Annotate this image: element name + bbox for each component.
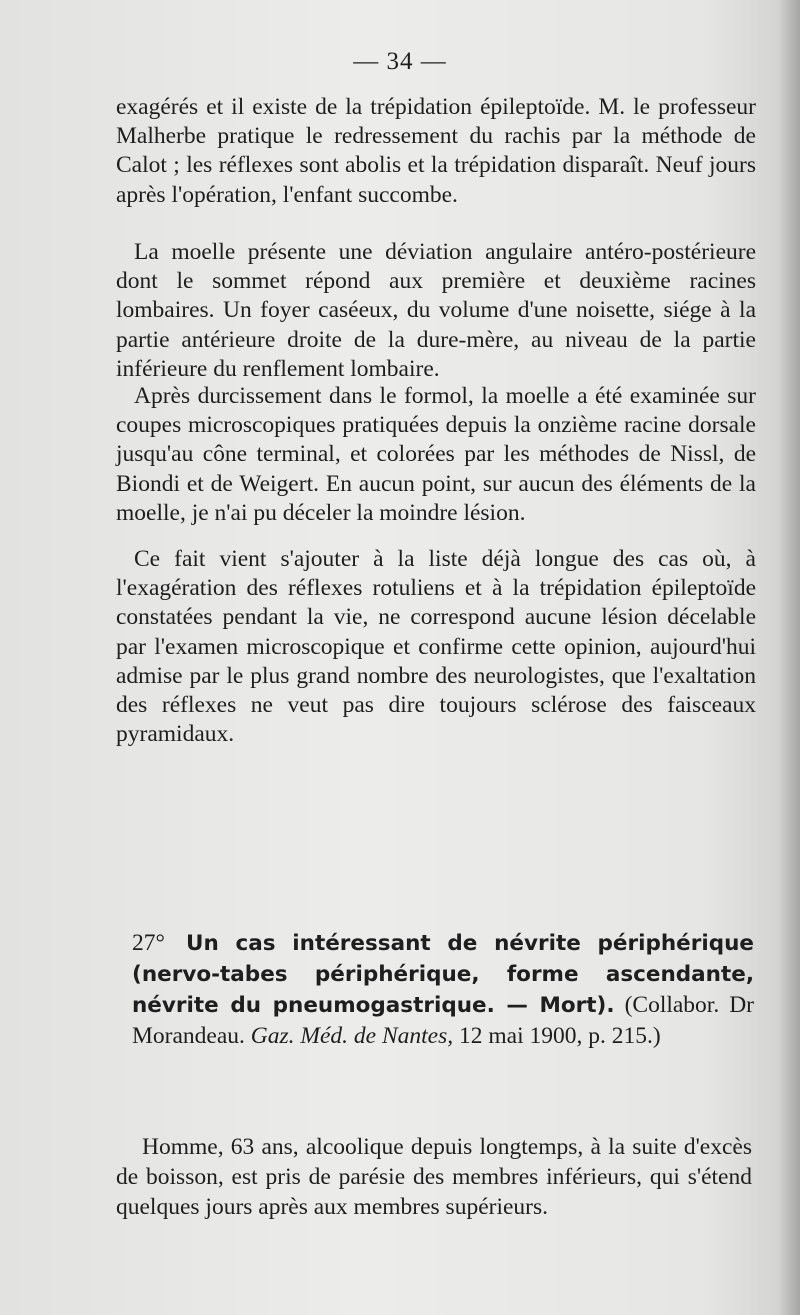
case-title: Un cas intéressant de névrite périphérique (nervo-tabes périphérique, forme ascendante, névrite du pneumogastrique. — Mort). <box>132 931 755 1018</box>
paragraph-1: exagérés et il existe de la trépidation épileptoïde. M. le professeur Malherbe pratique le redressement du rachis par la méthode de Calot ; les réflexes sont abolis et la trépidation disparaît. Neuf jours après l'opération, l'enfant succombe. <box>116 94 756 208</box>
case-citation-suffix: 12 mai 1900, p. 215.) <box>458 1023 661 1049</box>
paragraph-4: Ce fait vient s'ajouter à la liste déjà longue des cas où, à l'exagération des réflexes rotuliens et à la trépidation épileptoïde constatées pendant la vie, ne correspond aucune lésion décelable par l'examen microscopique et confirme cette opinion, aujourd'hui admise par le plus grand nombre des neurologistes, que l'exaltation des réflexes ne veut pas dire toujours sclérose des faisceaux pyramidaux. <box>116 546 756 748</box>
final-paragraph: Homme, 63 ans, alcoolique depuis longtemps, à la suite d'excès de boisson, est pris de parésie des membres inférieurs, qui s'étend quelques jours après aux membres supérieurs. <box>116 1134 752 1220</box>
case-heading <box>132 928 754 1052</box>
paragraph-2: La moelle présente une déviation angulaire antéro-postérieure dont le sommet répond aux première et deuxième racines lombaires. Un foyer caséeux, du volume d'une noisette, siége à la partie antérieure droite de la dure-mère, au niveau de la partie inférieure du renflement lombaire. <box>116 239 756 382</box>
page-edge-shadow <box>778 0 800 1315</box>
case-journal: Gaz. Méd. de Nantes, <box>250 1023 454 1049</box>
paragraph-3: Après durcissement dans le formol, la moelle a été examinée sur coupes microscopiques pratiquées depuis la onzième racine dorsale jusqu'au cône terminal, et colorées par les méthodes de Nissl, de Biondi et de Weigert. En aucun point, sur aucun des éléments de la moelle, je n'ai pu déceler la moindre lésion. <box>116 383 756 526</box>
page-number: — 34 — <box>353 48 447 75</box>
case-number: 27° <box>132 930 165 956</box>
case-citation-prefix: (Collabor. Dr Morandeau. <box>132 992 754 1049</box>
